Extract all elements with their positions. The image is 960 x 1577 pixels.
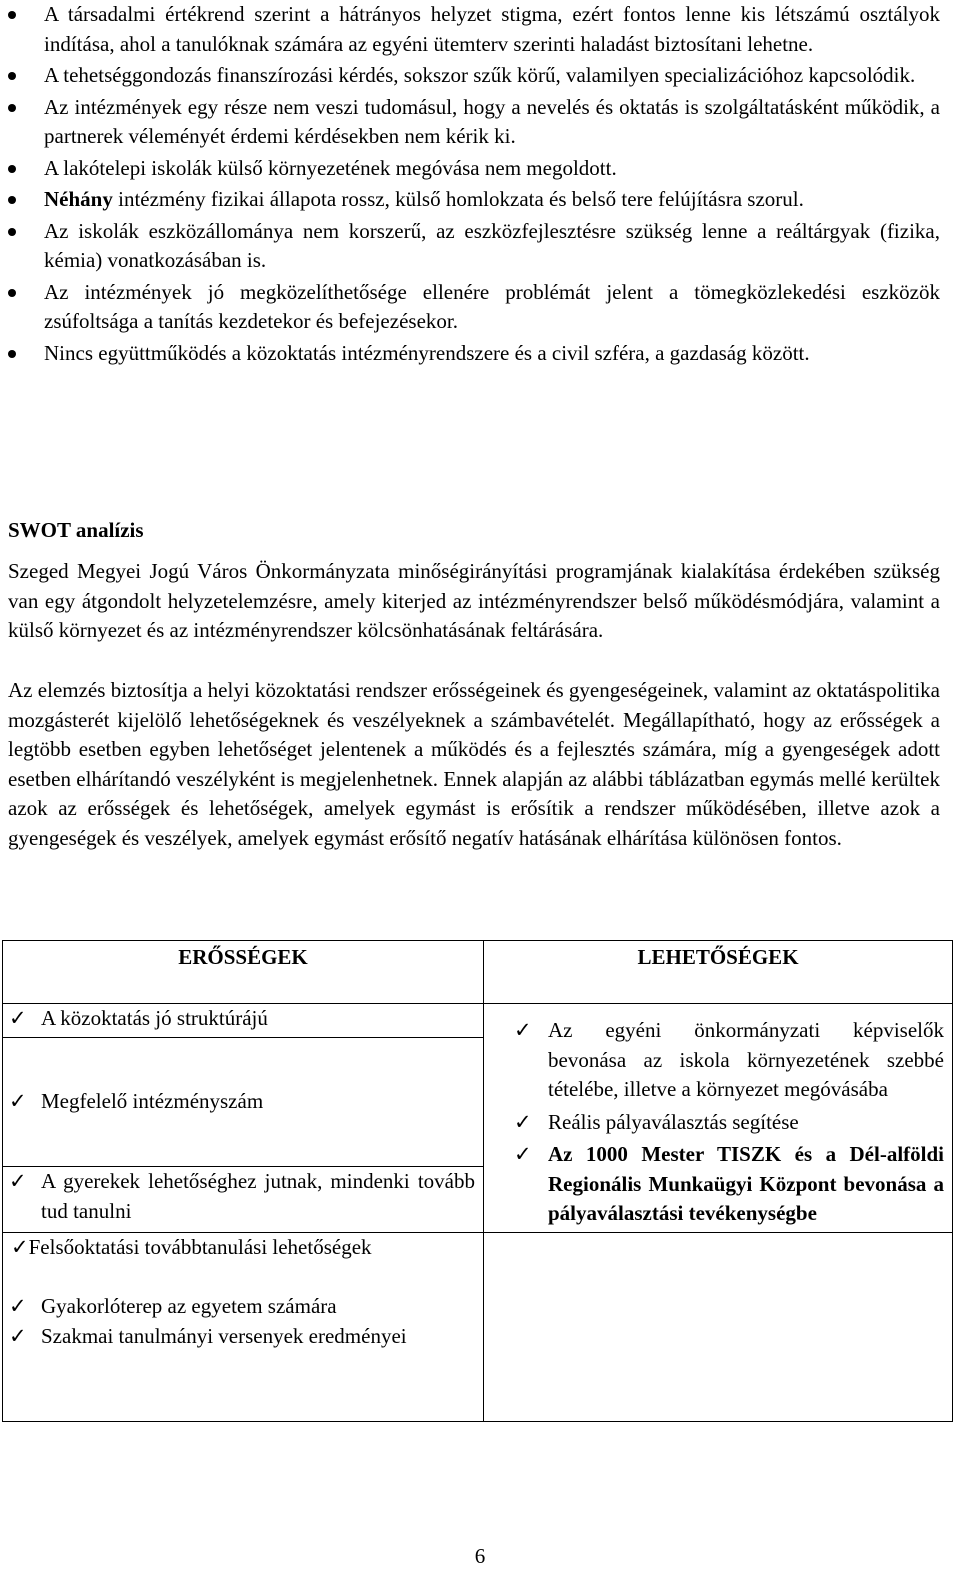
strength-item: ✓Felsőoktatási továbbtanulási lehetőségek (11, 1234, 372, 1259)
check-icon: ✓ (9, 1323, 27, 1348)
bullet-icon (8, 11, 16, 19)
bullet-icon (8, 104, 16, 112)
intro-paragraph: Szeged Megyei Jogú Város Önkormányzata minőségirányítási programjának kialakítása érdekében szükség van egy átgondolt helyzetelemzésre, amely kiterjed az intézményrendszer belső működésmódjára, valamint a külső környezet és az intézményrendszer kölcsönhatásának feltárására. (8, 559, 940, 642)
strength-cell (3, 1004, 484, 1038)
header-opportunities: LEHETŐSÉGEK (484, 941, 953, 1004)
opportunity-item: ✓ Az egyéni önkormányzati képviselők bevonása az iskola környezetének szebbé tételébe, illetve a környezet megóvásába (514, 1018, 944, 1101)
bullet-icon (8, 228, 16, 236)
list-item: A lakótelepi iskolák külső környezetének megóvása nem megoldott. (8, 154, 940, 184)
page-number: 6 (474, 1544, 486, 1568)
list-item: A társadalmi értékrend szerint a hátrányos helyzet stigma, ezért fontos lenne kis létszámú osztályok indítása, ahol a tanulóknak számára az egyéni ütemterv szerinti haladást biztosítani lehetne. (8, 0, 940, 59)
check-icon: ✓ (514, 1142, 532, 1166)
check-icon: ✓ (9, 1169, 27, 1194)
list-item: Az iskolák eszközállománya nem korszerű, az eszközfejlesztésre szükség lenne a reáltárgyak (fizika, kémia) vonatkozásában is. (8, 217, 940, 276)
section-heading: SWOT analízis (8, 518, 144, 542)
opportunities-list (484, 1004, 952, 1229)
opportunities-empty-cell (484, 1232, 953, 1421)
list-item: Az intézmények egy része nem veszi tudomásul, hogy a nevelés és oktatás is szolgáltatásként működik, a partnerek véleményét érdemi kérdésekben nem kérik ki. (8, 93, 940, 152)
check-icon: ✓ (9, 1006, 27, 1030)
swot-table (2, 940, 953, 1422)
list-item: Nincs együttműködés a közoktatás intézményrendszere és a civil szféra, a gazdaság között. (8, 339, 940, 369)
bullet-icon (8, 72, 16, 80)
analysis-paragraph: Az elemzés biztosítja a helyi közoktatási rendszer erősségeinek és gyengeségeinek, valamint az oktatáspolitika mozgásterét kijelölő lehetőségeknek és veszélyeknek a számbavételét. Megállapítható, hogy az erősségek a legtöbb esetben egyben lehetőséget jelentenek a működés és a fejlesztés számára, míg a gyengeségek adott esetben elhárítandó veszélyként is megjelenhetnek. Ennek alapján az alábbi táblázatban egymás mellé kerültek azok az erősségek és lehetőségek, amelyek egymást is erősítik a rendszer működésében, illetve azok a gyengeségek és veszélyek, amelyek egymást erősítő negatív hatásának elhárítása különösen fontos. (8, 678, 940, 850)
list-item: Az intézmények jó megközelíthetősége ellenére problémát jelent a tömegközlekedési eszközök zsúfoltsága a tanítás kezdetekor és befejezésekor. (8, 278, 940, 337)
strength-cell (3, 1037, 484, 1166)
bullet-icon (8, 165, 16, 173)
bullet-icon (8, 350, 16, 358)
check-icon: ✓ (11, 1234, 29, 1259)
check-icon: ✓ (9, 1089, 27, 1114)
strength-cell (3, 1232, 484, 1421)
bold-lead-word: Néhány (44, 187, 113, 211)
strength-item: ✓ Gyakorlóterep az egyetem számára (3, 1292, 483, 1322)
bullet-icon (8, 196, 16, 204)
header-strengths: ERŐSSÉGEK (3, 941, 484, 1004)
opportunity-item: ✓ Reális pályaválasztás segítése (484, 1108, 944, 1138)
check-icon: ✓ (9, 1294, 27, 1318)
list-item: A tehetséggondozás finanszírozási kérdés, sokszor szűk körű, valamilyen specializációhoz kapcsolódik. (8, 61, 940, 91)
opportunities-cell (484, 1004, 953, 1233)
strength-item: ✓ A közoktatás jó struktúrájú (3, 1004, 483, 1034)
check-icon: ✓ (514, 1109, 532, 1134)
strength-item: ✓ A gyerekek lehetőséghez jutnak, mindenki tovább tud tanulni (9, 1169, 475, 1223)
opportunity-item: ✓ Az 1000 Mester TISZK és a Dél-alföldi Regionális Munkaügyi Központ bevonása a pályaválasztási tevékenységbe (514, 1142, 944, 1225)
bullet-icon (8, 289, 16, 297)
strength-cell (3, 1167, 484, 1232)
bullet-list (8, 0, 940, 370)
strength-item: ✓ Megfelelő intézményszám (3, 1087, 483, 1117)
strength-item: ✓ Szakmai tanulmányi versenyek eredményei (3, 1322, 483, 1352)
check-icon: ✓ (514, 1018, 532, 1042)
list-item: Néhány intézmény fizikai állapota rossz, külső homlokzata és belső tere felújításra szorul. (8, 185, 940, 215)
